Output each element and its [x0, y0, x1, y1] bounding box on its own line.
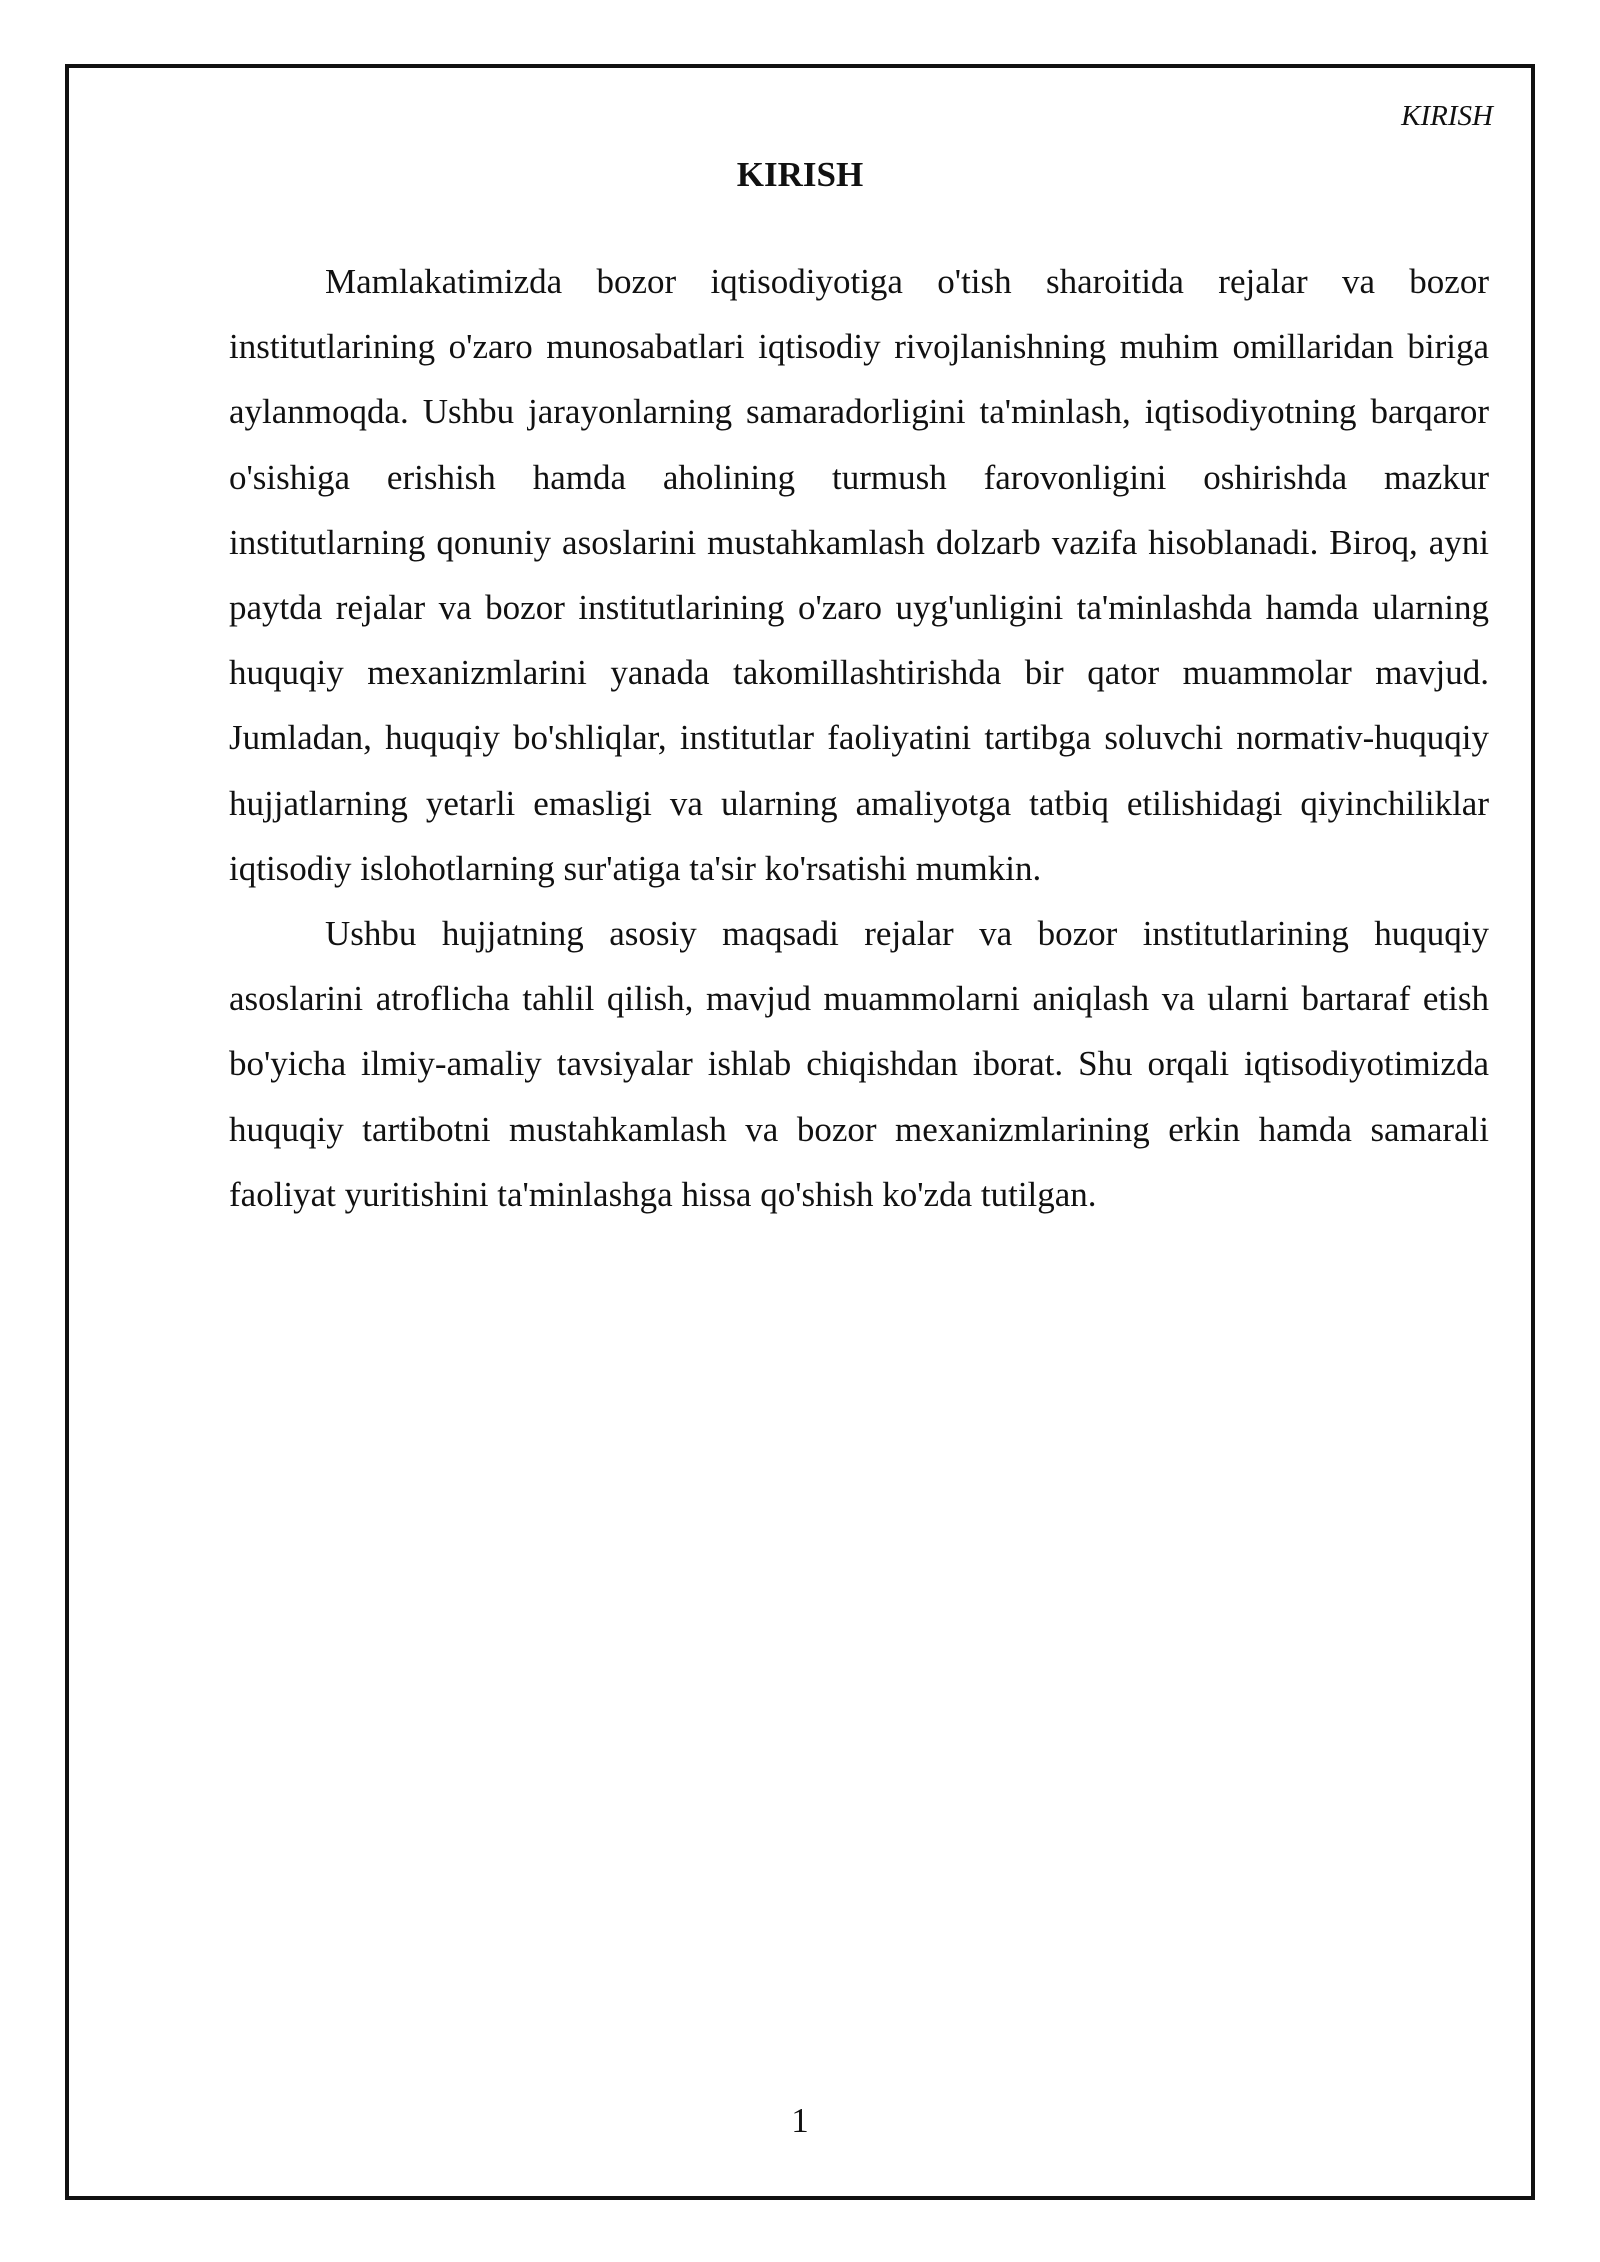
paragraph-2: Ushbu hujjatning asosiy maqsadi rejalar va bozor institutlarining huquqiy asoslarini atroflicha tahlil qilish, mavjud muammolarni aniqlash va ularni bartaraf etish bo'yicha ilmiy-amaliy tavsiyalar ishlab chiqishdan iborat. Shu orqali iqtisodiyotimizda huquqiy tartibotni mustahkamlash va bozor mexanizmlarining erkin hamda samarali faoliyat yuritishini ta'minlashga hissa qo'shish ko'zda tutilgan.: [229, 914, 1489, 1214]
page-title: KIRISH: [736, 155, 864, 194]
page-number: 1: [791, 2101, 809, 2140]
running-header: KIRISH: [1401, 100, 1493, 132]
document-body: [229, 249, 1489, 1227]
paragraph-1: Mamlakatimizda bozor iqtisodiyotiga o'tish sharoitida rejalar va bozor institutlarining o'zaro munosabatlari iqtisodiy rivojlanishning muhim omillaridan biriga aylanmoqda. Ushbu jarayonlarning samaradorligini ta'minlash, iqtisodiyotning barqaror o'sishiga erishish hamda aholining turmush farovonligini oshirishda mazkur institutlarning qonuniy asoslarini mustahkamlash dolzarb vazifa hisoblanadi. Biroq, ayni paytda rejalar va bozor institutlarining o'zaro uyg'unligini ta'minlashda hamda ularning huquqiy mexanizmlarini yanada takomillashtirishda bir qator muammolar mavjud. Jumladan, huquqiy bo'shliqlar, institutlar faoliyatini tartibga soluvchi normativ-huquqiy hujjatlarning yetarli emasligi va ularning amaliyotga tatbiq etilishidagi qiyinchiliklar iqtisodiy islohotlarning sur'atiga ta'sir ko'rsatishi mumkin.: [229, 262, 1489, 888]
